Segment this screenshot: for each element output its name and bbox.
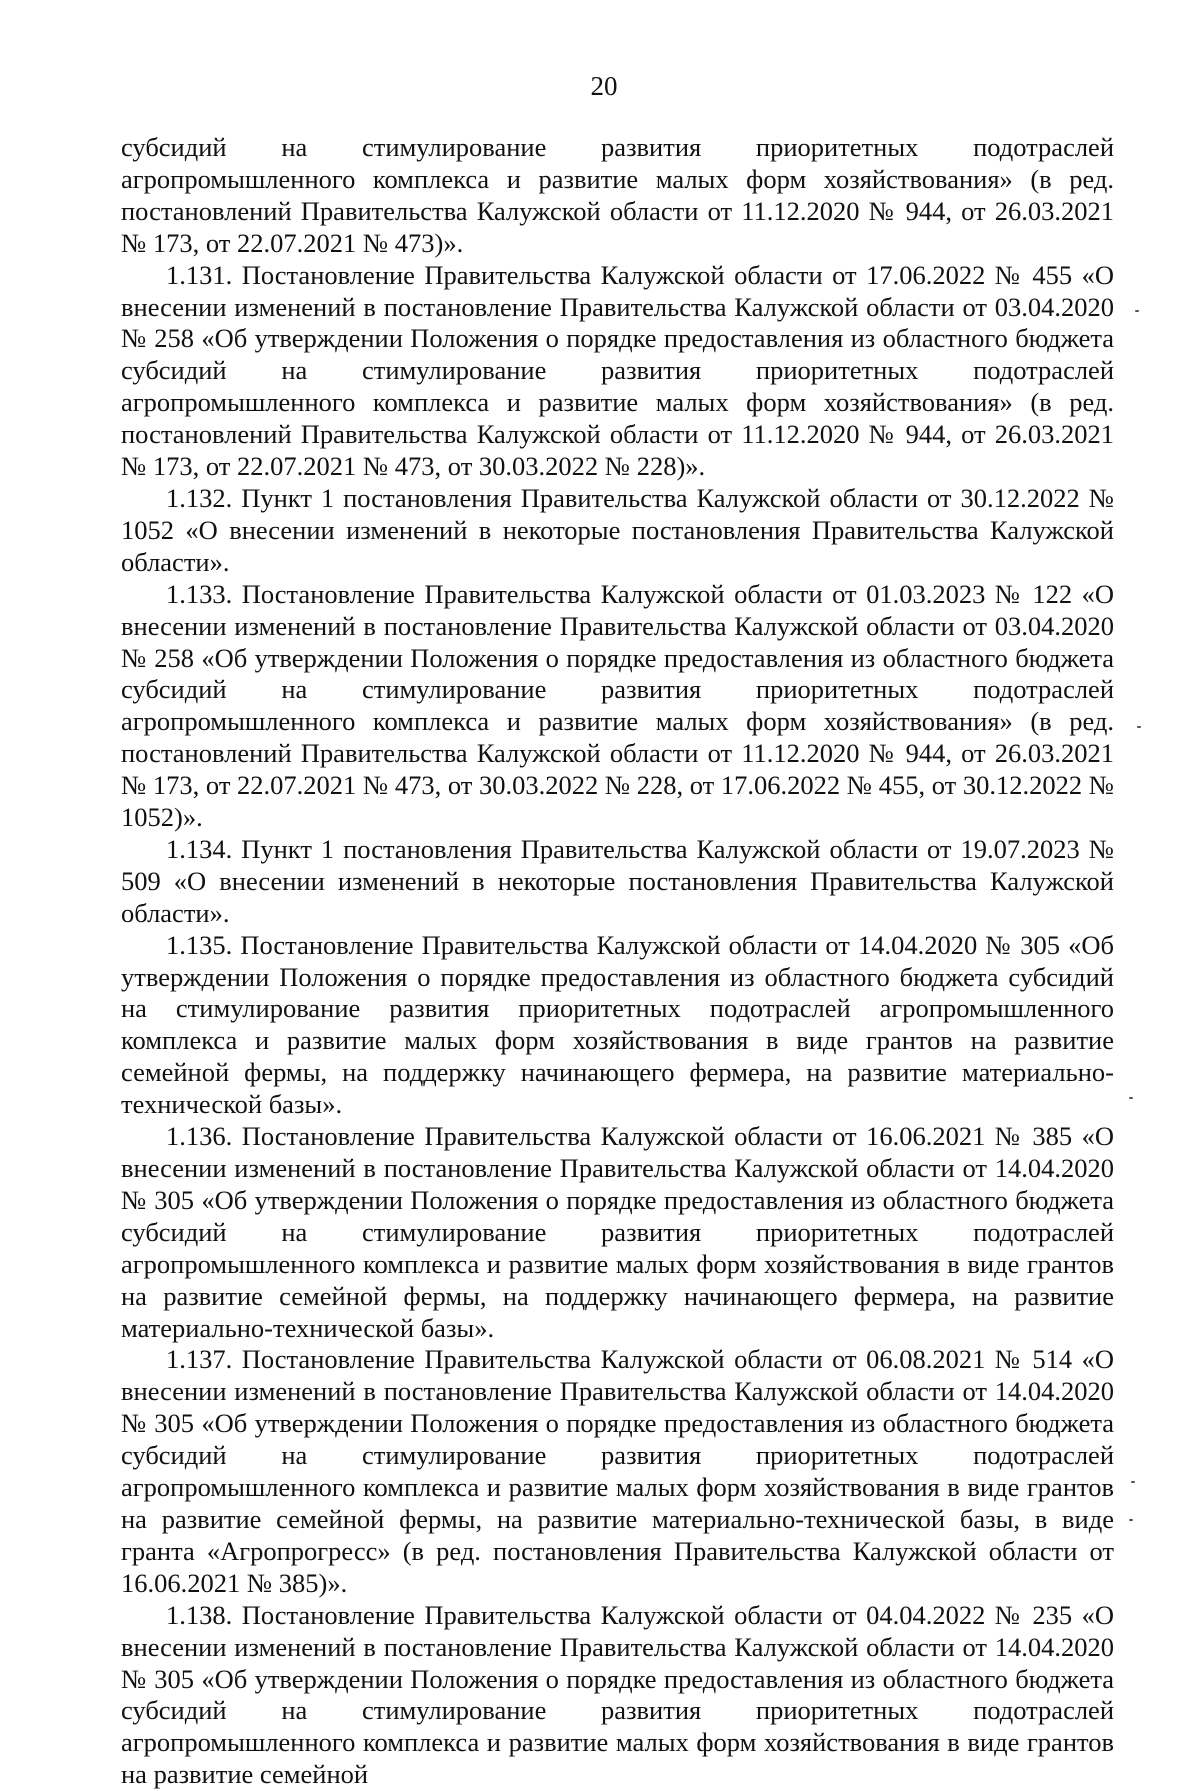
paragraph-1-132: 1.132. Пункт 1 постановления Правительства Калужской области от 30.12.2022 № 1052 «О внесении изменений в некоторые постановления Правительства Калужской области». [121,482,1114,577]
paragraph-1-137: 1.137. Постановление Правительства Калужской области от 06.08.2021 № 514 «О внесении изменений в постановление Правительства Калужской области от 14.04.2020 № 305 «Об утверждении Положения о порядке предоставления из областного бюджета субсидий на стимулирование развития приоритетных подотраслей агропромышленного комплекса и развитие малых форм хозяйствования в виде грантов на развитие семейной фермы, на развитие материально-технической базы, в виде гранта «Агропрогресс» (в ред. постановления Правительства Калужской области от 16.06.2021 № 385)». [121,1344,1114,1598]
scan-speck [1137,726,1141,728]
document-body [121,132,1114,1791]
scan-speck [1135,310,1139,312]
scan-speck [1129,1097,1133,1099]
paragraph-1-131: 1.131. Постановление Правительства Калужской области от 17.06.2022 № 455 «О внесении изменений в постановление Правительства Калужской области от 03.04.2020 № 258 «Об утверждении Положения о порядке предоставления из областного бюджета субсидий на стимулирование развития приоритетных подотраслей агропромышленного комплекса и развитие малых форм хозяйствования» (в ред. постановлений Правительства Калужской области от 11.12.2020 № 944, от 26.03.2021 № 173, от 22.07.2021 № 473, от 30.03.2022 № 228)». [121,259,1114,482]
paragraph-1-136: 1.136. Постановление Правительства Калужской области от 16.06.2021 № 385 «О внесении изменений в постановление Правительства Калужской области от 14.04.2020 № 305 «Об утверждении Положения о порядке предоставления из областного бюджета субсидий на стимулирование развития приоритетных подотраслей агропромышленного комплекса и развитие малых форм хозяйствования в виде грантов на развитие семейной фермы, на поддержку начинающего фермера, на развитие материально-технической базы». [121,1121,1114,1343]
paragraph-1-133: 1.133. Постановление Правительства Калужской области от 01.03.2023 № 122 «О внесении изменений в постановление Правительства Калужской области от 03.04.2020 № 258 «Об утверждении Положения о порядке предоставления из областного бюджета субсидий на стимулирование развития приоритетных подотраслей агропромышленного комплекса и развитие малых форм хозяйствования» (в ред. постановлений Правительства Калужской области от 11.12.2020 № 944, от 26.03.2021 № 173, от 22.07.2021 № 473, от 30.03.2022 № 228, от 17.06.2022 № 455, от 30.12.2022 № 1052)». [121,578,1114,833]
paragraph-1-138: 1.138. Постановление Правительства Калужской области от 04.04.2022 № 235 «О внесении изменений в постановление Правительства Калужской области от 14.04.2020 № 305 «Об утверждении Положения о порядке предоставления из областного бюджета субсидий на стимулирование развития приоритетных подотраслей агропромышленного комплекса и развитие малых форм хозяйствования в виде грантов на развитие семейной [121,1599,1114,1790]
scan-speck [1131,1481,1135,1483]
paragraph-1-134: 1.134. Пункт 1 постановления Правительства Калужской области от 19.07.2023 № 509 «О внесении изменений в некоторые постановления Правительства Калужской области». [121,833,1114,928]
paragraph-continuation: субсидий на стимулирование развития приоритетных подотраслей агропромышленного комплекса и развитие малых форм хозяйствования» (в ред. постановлений Правительства Калужской области от 11.12.2020 № 944, от 26.03.2021 № 173, от 22.07.2021 № 473)». [121,132,1114,258]
page-number: 20 [590,71,618,101]
scan-speck [1129,1519,1133,1521]
paragraph-1-135: 1.135. Постановление Правительства Калужской области от 14.04.2020 № 305 «Об утверждении Положения о порядке предоставления из областного бюджета субсидий на стимулирование развития приоритетных подотраслей агропромышленного комплекса и развитие малых форм хозяйствования в виде грантов на развитие семейной фермы, на поддержку начинающего фермера, на развитие материально-технической базы». [121,929,1114,1120]
